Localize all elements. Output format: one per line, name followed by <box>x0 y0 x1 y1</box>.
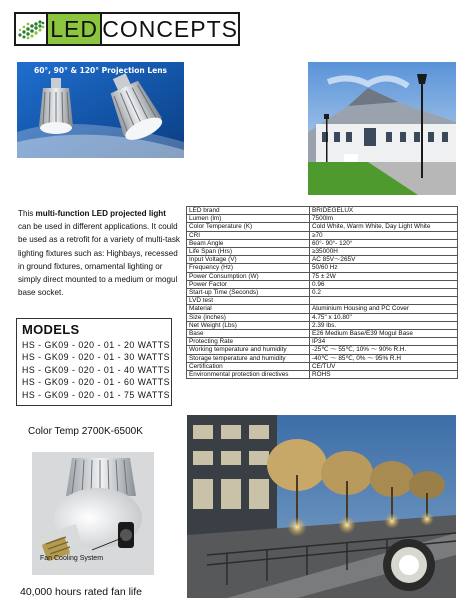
spec-row <box>187 297 458 305</box>
spec-key: Lumen (lm) <box>187 215 310 223</box>
spec-value: 60°- 90°- 120° <box>310 239 458 247</box>
spec-value: BRIDEGELUX <box>310 207 458 215</box>
spec-key: Start-up Time (Seconds) <box>187 289 310 297</box>
spec-key: Protecting Rate <box>187 338 310 346</box>
model-item: HS - GK09 - 020 - 01 - 20 WATTS <box>22 340 170 350</box>
color-temp-label: Color Temp 2700K-6500K <box>28 426 143 437</box>
spec-row <box>187 207 458 215</box>
spec-row <box>187 231 458 239</box>
spec-value: 4.75" x 10.80" <box>310 313 458 321</box>
spec-row <box>187 330 458 338</box>
description-highlight: multi-function LED projected light <box>35 209 166 218</box>
spec-key: Power Consumption (W) <box>187 272 310 280</box>
spec-value: 7500lm <box>310 215 458 223</box>
spec-key: LVD test <box>187 297 310 305</box>
spec-row <box>187 248 458 256</box>
spec-value: Aluminium Housing and PC Cover <box>310 305 458 313</box>
spec-value: Cold White, Warm White, Day Light White <box>310 223 458 231</box>
spec-row <box>187 280 458 288</box>
model-item: HS - GK09 - 020 - 01 - 40 WATTS <box>22 364 170 375</box>
brand-logo <box>14 12 240 46</box>
description-body: can be used in different applications. It could be used as a retrofit for a variety of multi-task lighting fixtures such as: Highbays, recessed in ground fixtures, ornamental lighting or simply direct mounted to a medium or mogul base socket. <box>18 222 180 298</box>
description-prefix: This <box>18 209 36 218</box>
spec-value: -25℃ ～ 55℃, 10% ～ 90% R.H. <box>310 346 458 354</box>
spec-key: Color Temperature (K) <box>187 223 310 231</box>
product-banner-image <box>17 62 184 158</box>
spec-row <box>187 223 458 231</box>
spec-key: Storage temperature and humidity <box>187 354 310 362</box>
spec-row <box>187 256 458 264</box>
spec-value: -40℃ ～ 85℃, 0% ～ 95% R.H <box>310 354 458 362</box>
spec-key: Net Weight (Lbs) <box>187 321 310 329</box>
models-box <box>16 318 172 406</box>
spec-value: 75 ± 2W <box>310 272 458 280</box>
spec-row <box>187 264 458 272</box>
spec-row <box>187 321 458 329</box>
logo-concepts-text: CONCEPTS <box>102 15 238 42</box>
spec-key: Size (inches) <box>187 313 310 321</box>
spec-value: E26 Medium Base/E39 Mogul Base <box>310 330 458 338</box>
night-walkway-photo <box>187 415 456 598</box>
spec-key: Frequency (Hz) <box>187 264 310 272</box>
spec-key: Beam Angle <box>187 239 310 247</box>
spec-key: CRI <box>187 231 310 239</box>
spec-value: AC 85V～265V <box>310 256 458 264</box>
product-description <box>18 207 180 299</box>
spec-row <box>187 272 458 280</box>
spec-row <box>187 289 458 297</box>
spec-key: Base <box>187 330 310 338</box>
spec-key: Certification <box>187 362 310 370</box>
spec-value: CE/TUV <box>310 362 458 370</box>
logo-dots-icon <box>16 14 46 44</box>
spec-table <box>186 206 458 379</box>
spec-value: ROHS <box>310 371 458 379</box>
spec-row <box>187 362 458 370</box>
spec-row <box>187 346 458 354</box>
spec-row <box>187 338 458 346</box>
spec-value: 0.96 <box>310 280 458 288</box>
fan-cooling-label: Fan Cooling System <box>40 555 104 562</box>
spec-key: Input Voltage (V) <box>187 256 310 264</box>
logo-led-text: LED <box>46 14 102 44</box>
spec-value: 2.39 lbs. <box>310 321 458 329</box>
spec-row <box>187 313 458 321</box>
fan-life-label: 40,000 hours rated fan life <box>20 586 143 598</box>
spec-row <box>187 305 458 313</box>
spec-key: Power Factor <box>187 280 310 288</box>
spec-value: 50/60 Hz <box>310 264 458 272</box>
spec-row <box>187 354 458 362</box>
spec-row <box>187 215 458 223</box>
spec-row <box>187 239 458 247</box>
spec-key: Environmental protection directives <box>187 371 310 379</box>
spec-key: Material <box>187 305 310 313</box>
model-item: HS - GK09 - 020 - 01 - 60 WATTS <box>22 377 170 388</box>
building-photo <box>308 62 456 195</box>
spec-value: IP34 <box>310 338 458 346</box>
models-title: MODELS <box>22 322 80 337</box>
spec-key: Life Span (Hrs) <box>187 248 310 256</box>
spec-value <box>310 297 458 305</box>
spec-key: LED brand <box>187 207 310 215</box>
spec-value: ≥35000H <box>310 248 458 256</box>
spec-row <box>187 371 458 379</box>
spec-value: 0.2 <box>310 289 458 297</box>
model-item: HS - GK09 - 020 - 01 - 30 WATTS <box>22 352 170 363</box>
spec-key: Working temperature and humidity <box>187 346 310 354</box>
model-item: HS - GK09 - 020 - 01 - 75 WATTS <box>22 389 170 400</box>
banner-caption: 60°, 90° & 120° Projection Lens <box>34 66 167 75</box>
spec-value: ≥70 <box>310 231 458 239</box>
